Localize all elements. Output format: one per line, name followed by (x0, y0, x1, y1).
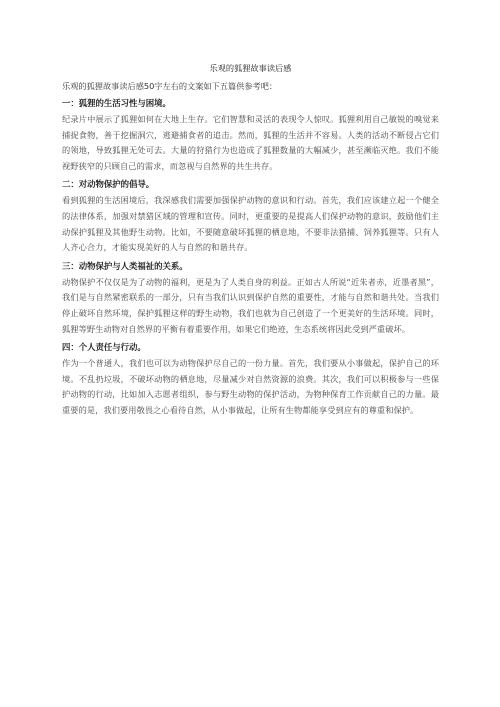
section-body: 纪录片中展示了狐狸如何在大地上生存。它们智慧和灵活的表现令人惊叹。狐狸利用自己敏锐的嗅觉来捕捉食物，善于挖掘洞穴，逃避捕食者的追击。然而，狐狸的生活并不容易。人类的活动不断侵占它们的领地，导致狐狸无处可去。大量的狩猎行为也造成了狐狸数量的大幅减少，甚至濒临灭绝。我们不能视野狭窄的只顾自己的需求，而忽视与自然界的共生共存。 (62, 114, 439, 171)
section-body: 作为一个普通人，我们也可以为动物保护尽自己的一份力量。首先，我们要从小事做起，保护自己的环境。不乱扔垃圾，不破坏动物的栖息地，尽量减少对自然资源的浪费。其次，我们可以积极参与一些保护动物的行动，比如加入志愿者组织，参与野生动物的保护活动，为物种保育工作贡献自己的力量。最重要的是，我们要用敬畏之心看待自然，从小事做起，让所有生物都能享受到应有的尊重和保护。 (62, 358, 439, 415)
section-heading: 三：动物保护与人类福祉的关系。 (62, 260, 188, 271)
document-page (62, 62, 439, 422)
section-body: 动物保护不仅仅是为了动物的福利，更是为了人类自身的利益。正如古人所说“近朱者赤，近墨者黑”，我们是与自然紧密联系的一部分，只有当我们认识到保护自然的重要性，才能与自然和谐共处。当我们停止破坏自然环境，保护狐狸这样的野生动物，我们也就为自己创造了一个更美好的生活环境。同时，狐狸等野生动物对自然界的平衡有着重要作用，如果它们绝迹，生态系统将因此受到严重破坏。 (62, 276, 439, 334)
document-intro: 乐观的狐狸故事读后感50字左右的文案如下五篇供参考吧： (62, 81, 278, 91)
section-heading: 四：个人责任与行动。 (62, 342, 146, 353)
section-3 (62, 260, 439, 337)
section-heading: 一：狐狸的生活习性与困境。 (62, 98, 171, 108)
section-1 (62, 97, 439, 174)
section-2 (62, 178, 439, 255)
section-heading: 二：对动物保护的倡导。 (62, 179, 155, 190)
section-body: 看到狐狸的生活困境后，我深感我们需要加强保护动物的意识和行动。首先，我们应该建立起一个健全的法律体系，加强对禁猎区域的管理和宣传。同时，更重要的是提高人们保护动物的意识，鼓励他们主动保护狐狸及其他野生动物。比如，不要随意破坏狐狸的栖息地，不要非法猎捕、饲养狐狸等。只有人人齐心合力，才能实现美好的人与自然的和谐共存。 (62, 195, 439, 253)
document-title: 乐观的狐狸故事读后感 (209, 63, 292, 73)
section-4 (62, 341, 439, 418)
